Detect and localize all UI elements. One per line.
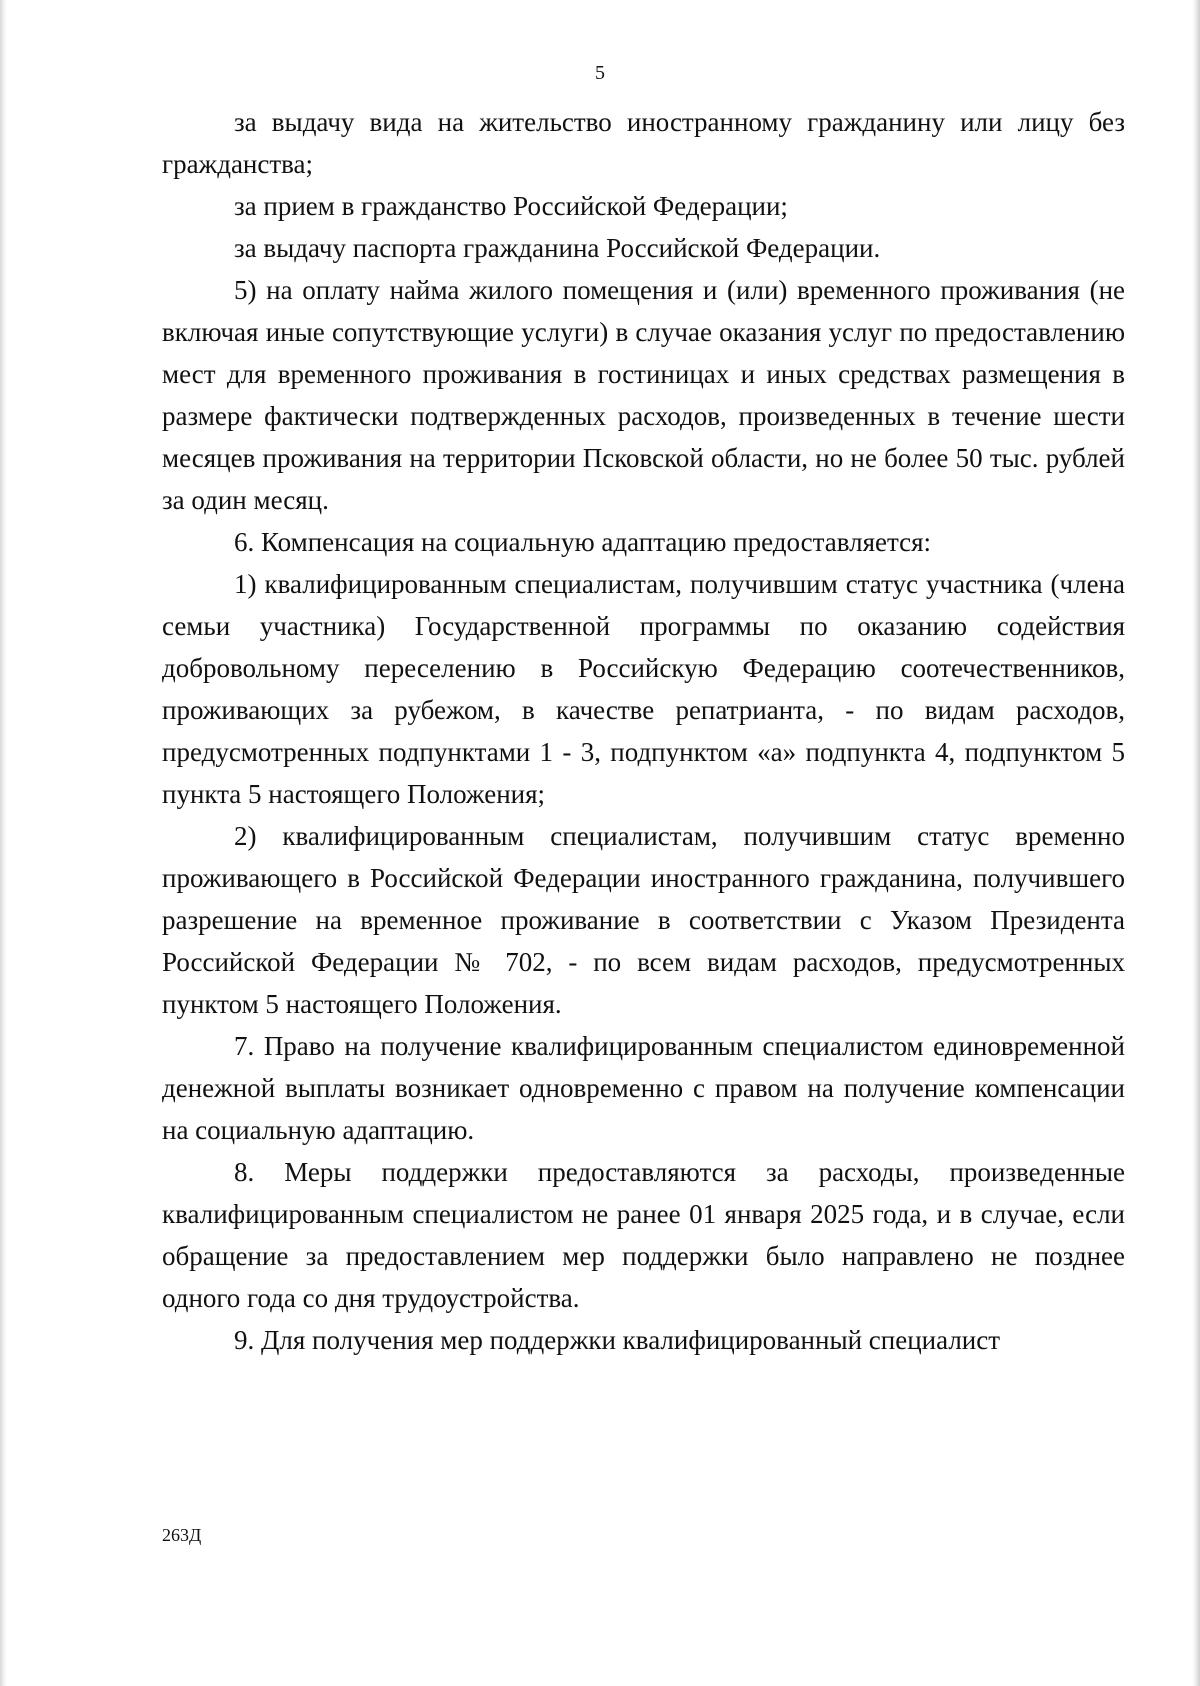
paragraph-citizenship-fee: за прием в гражданство Российской Федерации; (234, 191, 788, 221)
scan-edge-left (0, 0, 7, 1686)
paragraph-clause-8: 8. Меры поддержки предоставляются за расходы, произведенные квалифицированным специалистом не ранее 01 января 2025 года, и в случае, если обращение за предоставлением мер поддержки было направлено не позднее одного года со дня трудоустройства. (162, 1157, 1125, 1313)
scan-edge-right (1192, 0, 1200, 1686)
document-code: 263Д (162, 1525, 202, 1545)
paragraph-item-5-housing: 5) на оплату найма жилого помещения и (или) временного проживания (не включая иные сопутствующие услуги) в случае оказания услуг по предоставлению мест для временного проживания в гостиницах и иных средствах размещения в размере фактически подтвержденных расходов, произведенных в течение шести месяцев проживания на территории Псковской области, но не более 50 тыс. рублей за один месяц. (162, 275, 1125, 515)
paragraph-clause-6-item-2: 2) квалифицированным специалистам, получившим статус временно проживающего в Российской Федерации иностранного гражданина, получившего разрешение на временное проживание в соответствии с Указом Президента Российской Федерации № 702, - по всем видам расходов, предусмотренных пунктом 5 настоящего Положения. (162, 821, 1125, 1019)
paragraph-clause-7: 7. Право на получение квалифицированным специалистом единовременной денежной выплаты возникает одновременно с правом на получение компенсации на социальную адаптацию. (162, 1031, 1125, 1145)
paragraph-clause-6-item-1: 1) квалифицированным специалистам, получившим статус участника (члена семьи участника) Государственной программы по оказанию содействия добровольному переселению в Российскую Федерацию соотечественников, проживающих за рубежом, в качестве репатрианта, - по видам расходов, предусмотренных подпунктами 1 - 3, подпунктом «а» подпункта 4, подпунктом 5 пункта 5 настоящего Положения; (162, 569, 1125, 809)
paragraph-clause-6: 6. Компенсация на социальную адаптацию предоставляется: (234, 527, 932, 557)
paragraph-passport-fee: за выдачу паспорта гражданина Российской Федерации. (234, 233, 881, 263)
document-body (162, 101, 1125, 1361)
paragraph-clause-9: 9. Для получения мер поддержки квалифицированный специалист (234, 1325, 1001, 1355)
paragraph-residence-permit-fee: за выдачу вида на жительство иностранному гражданину или лицу без гражданства; (162, 107, 1125, 179)
page-number: 5 (595, 62, 605, 84)
